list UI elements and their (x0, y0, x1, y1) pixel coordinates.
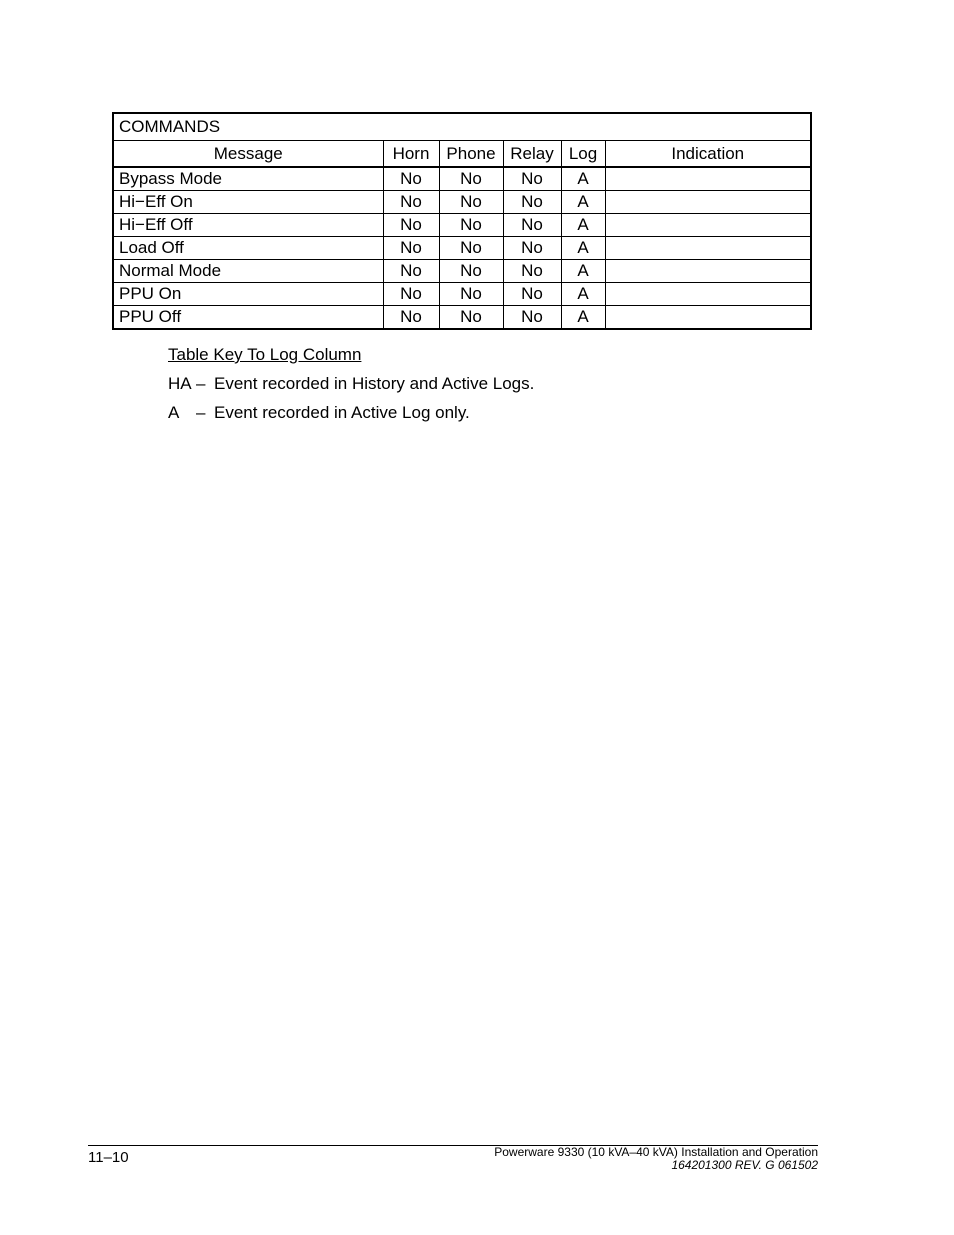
cell-horn: No (383, 306, 439, 330)
cell-phone: No (439, 260, 503, 283)
cell-phone: No (439, 306, 503, 330)
cell-log: A (561, 283, 605, 306)
table-row (113, 191, 811, 214)
cell-log: A (561, 260, 605, 283)
table-row (113, 260, 811, 283)
log-key-code: A (168, 403, 180, 422)
cell-horn: No (383, 283, 439, 306)
log-key-title: Table Key To Log Column (168, 345, 362, 364)
cell-relay: No (503, 306, 561, 330)
cell-message: Normal Mode (113, 260, 383, 283)
cell-log: A (561, 214, 605, 237)
table-row (113, 283, 811, 306)
cell-message: Load Off (113, 237, 383, 260)
log-key-dash: – (196, 374, 206, 393)
cell-horn: No (383, 237, 439, 260)
cell-indication (605, 167, 811, 191)
cell-phone: No (439, 237, 503, 260)
cell-message: PPU Off (113, 306, 383, 330)
page-number: 11–10 (88, 1149, 129, 1166)
cell-relay: No (503, 191, 561, 214)
footer-document-id: 164201300 REV. G 061502 (671, 1158, 818, 1172)
log-key-code: HA (168, 374, 192, 393)
cell-phone: No (439, 167, 503, 191)
footer-product-title: Powerware 9330 (10 kVA–40 kVA) Installation and Operation (494, 1145, 818, 1159)
table-row (113, 167, 811, 191)
cell-message: PPU On (113, 283, 383, 306)
cell-message: Bypass Mode (113, 167, 383, 191)
cell-log: A (561, 167, 605, 191)
cell-relay: No (503, 167, 561, 191)
cell-relay: No (503, 260, 561, 283)
log-key-dash: – (196, 403, 206, 422)
header-horn: Horn (383, 141, 439, 168)
log-key-text: Event recorded in Active Log only. (214, 403, 470, 422)
table-row (113, 237, 811, 260)
cell-phone: No (439, 191, 503, 214)
cell-relay: No (503, 214, 561, 237)
cell-relay: No (503, 283, 561, 306)
header-log: Log (561, 141, 605, 168)
cell-relay: No (503, 237, 561, 260)
cell-log: A (561, 237, 605, 260)
cell-indication (605, 214, 811, 237)
cell-log: A (561, 191, 605, 214)
table-row (113, 214, 811, 237)
cell-horn: No (383, 191, 439, 214)
cell-indication (605, 237, 811, 260)
cell-indication (605, 283, 811, 306)
cell-indication (605, 306, 811, 330)
cell-message: Hi−Eff Off (113, 214, 383, 237)
log-key-entry (168, 369, 534, 398)
cell-indication (605, 260, 811, 283)
header-relay: Relay (503, 141, 561, 168)
cell-horn: No (383, 214, 439, 237)
header-indication: Indication (605, 141, 811, 168)
log-key-entry (168, 398, 534, 427)
cell-horn: No (383, 260, 439, 283)
cell-horn: No (383, 167, 439, 191)
table-title-row (113, 113, 811, 141)
header-message: Message (113, 141, 383, 168)
table-row (113, 306, 811, 330)
log-key-text: Event recorded in History and Active Logs. (214, 374, 535, 393)
cell-phone: No (439, 214, 503, 237)
cell-indication (605, 191, 811, 214)
table-title: COMMANDS (113, 113, 811, 141)
footer-info (494, 1146, 818, 1172)
log-key-legend (168, 340, 534, 427)
header-phone: Phone (439, 141, 503, 168)
cell-phone: No (439, 283, 503, 306)
commands-table (112, 112, 812, 330)
table-header-row (113, 141, 811, 168)
cell-log: A (561, 306, 605, 330)
cell-message: Hi−Eff On (113, 191, 383, 214)
